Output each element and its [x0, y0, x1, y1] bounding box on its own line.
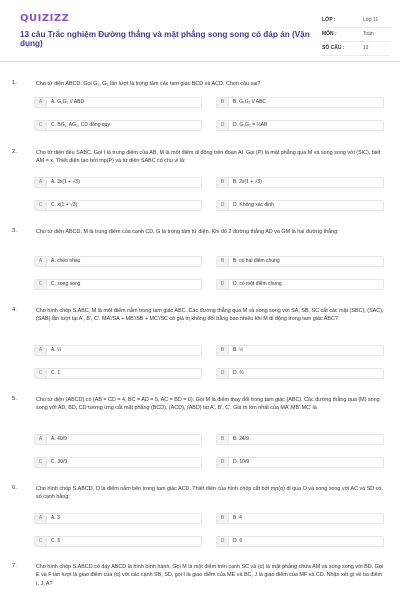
meta-row-subject — [322, 27, 390, 41]
option-text: A. 3 — [51, 515, 60, 521]
question-number: 7. — [12, 563, 17, 569]
option-d[interactable] — [216, 279, 384, 290]
option-letter: C — [35, 201, 47, 210]
document-title: 13 câu Trắc nghiệm Đường thẳng và mặt phẳng song song có đáp án (Vận dụng) — [20, 30, 310, 48]
option-letter: D — [217, 537, 229, 546]
document-header — [0, 0, 400, 62]
option-letter: A — [35, 514, 47, 523]
option-letter: B — [217, 435, 229, 444]
option-text: A. G₁G₂ // ABD — [51, 99, 85, 105]
option-b[interactable] — [216, 256, 384, 267]
option-a[interactable] — [34, 256, 202, 267]
option-letter: D — [217, 201, 229, 210]
option-letter: B — [217, 257, 229, 266]
option-text: C. song song — [51, 281, 81, 287]
option-text: D. 6 — [233, 538, 243, 544]
option-text: D. có một điểm chung — [233, 281, 282, 287]
option-text: A. 3x(1 + √3) — [51, 179, 80, 185]
option-letter: A — [35, 98, 47, 107]
option-text: D. 10/9 — [233, 459, 250, 465]
option-letter: D — [217, 458, 229, 467]
option-letter: B — [217, 98, 229, 107]
question-number: 6. — [12, 485, 17, 491]
meta-key: LỚP : — [322, 13, 357, 27]
question-number: 4. — [12, 307, 17, 313]
option-text: C. 30/9 — [51, 459, 68, 465]
meta-value: Lớp 11 — [357, 13, 390, 27]
option-letter: B — [217, 178, 229, 187]
option-text: D. ⅔ — [233, 370, 244, 376]
option-text: B. có hai điểm chung — [233, 258, 280, 264]
question-text: Cho tứ diện ABCD, M là trung điểm của cạnh CD, G là trọng tâm tứ diện. Khi đó 2 đường thẳng AD và GM là hai đường thẳng: — [36, 229, 339, 235]
option-letter: C — [35, 121, 47, 130]
option-letter: C — [35, 280, 47, 289]
question-number: 5. — [12, 396, 17, 402]
option-a[interactable] — [34, 513, 202, 524]
question-text: Cho tứ diện (ABCD) có (AB = CD = 4, BC = AD = 5, AC = BD = 6). Gọi M là điểm thay đổi trong tam giác (ABC). Các đường thẳng qua (M) song song với AD, BD, CD tương ứng cắt mặt phẳng (BCD), (ACD), (ABD) tại A', B', C'. Giá trị lớn nhất của MA'.MB'.MC' là — [36, 397, 380, 412]
option-letter: C — [35, 369, 47, 378]
meta-value: Toán — [357, 27, 390, 41]
option-d[interactable] — [216, 200, 384, 211]
option-a[interactable] — [34, 97, 202, 108]
option-text: C. x(1 + √3) — [51, 202, 78, 208]
question-number: 2. — [12, 149, 17, 155]
meta-value: 13 — [357, 41, 390, 55]
option-letter: A — [35, 257, 47, 266]
option-letter: B — [217, 514, 229, 523]
option-letter: A — [35, 435, 47, 444]
option-d[interactable] — [216, 536, 384, 547]
question-text: Cho tứ diện ABCD. Gọi G₁, G₂ lần lượt là trọng tâm các tam giác BCD và ACD. Chọn câu sai? — [36, 81, 261, 87]
question-text: Cho hình chóp S.ABCD có đáy ABCD là hình bình hành. Gọi M là một điểm trên cạnh SC và (α) là mặt phẳng chứa AM và song song với BD. Gọi E và F lần lượt là giao điểm của (α) với các cạnh SB, SD, gọi I là giao điểm của ME và BC, J là giao điểm của MF và CD. Nhận xét gì về ba điểm I, J, A? — [36, 564, 384, 587]
meta-row-count — [322, 41, 390, 55]
option-letter: D — [217, 280, 229, 289]
option-c[interactable] — [34, 279, 202, 290]
option-text: D. G₁G₂ = ⅔AB — [233, 122, 268, 128]
option-letter: B — [217, 346, 229, 355]
option-c[interactable] — [34, 457, 202, 468]
option-text: C. 1 — [51, 370, 61, 376]
meta-table — [322, 13, 390, 56]
option-a[interactable] — [34, 177, 202, 188]
option-text: B. 4 — [233, 515, 242, 521]
option-text: C. 5 — [51, 538, 61, 544]
option-c[interactable] — [34, 536, 202, 547]
option-text: B. 2x(1 + √3) — [233, 179, 262, 185]
option-b[interactable] — [216, 177, 384, 188]
option-d[interactable] — [216, 457, 384, 468]
option-text: A. chéo nhau — [51, 258, 81, 264]
option-b[interactable] — [216, 97, 384, 108]
option-letter: C — [35, 537, 47, 546]
question-text: Cho tứ diện đều SABC. Gọi I là trung điểm của AB, M là một điểm di động trên đoạn AI. Gọi (P) là mặt phẳng qua M và song song với (SIC), biết AM = x. Thiết diện tạo bởi mp(P) và tứ diện SABC có chu vi là: — [36, 150, 381, 165]
option-b[interactable] — [216, 434, 384, 445]
option-c[interactable] — [34, 368, 202, 379]
option-text: C. BG₁, AG₂, CD đồng quy — [51, 122, 110, 128]
option-text: D. Không xác định — [233, 202, 274, 208]
option-letter: A — [35, 178, 47, 187]
option-b[interactable] — [216, 345, 384, 356]
question-number: 3. — [12, 228, 17, 234]
option-d[interactable] — [216, 120, 384, 131]
option-letter: A — [35, 346, 47, 355]
option-text: A. ⅓ — [51, 347, 62, 353]
option-letter: D — [217, 369, 229, 378]
meta-row-class — [322, 13, 390, 27]
question-text: Cho hình chóp S.ABC, M là một điểm nằm trong tam giác ABC. Các đường thẳng qua M và song song với SA, SB, SC cắt các mặt (SBC), (SAC), (SAB) lần lượt tại A', B', C'. MA'/SA + MB'/SB + MC'/SC có giá trị không đổi bằng bao nhiêu khi M di động trong tam giác ABC? — [36, 308, 384, 323]
option-c[interactable] — [34, 120, 202, 131]
quizizz-logo[interactable]: QUIZIZZ — [20, 13, 70, 24]
meta-key: SỐ CÂU : — [322, 41, 357, 55]
option-a[interactable] — [34, 434, 202, 445]
question-number: 1. — [12, 80, 17, 86]
option-text: B. 24/9 — [233, 436, 249, 442]
meta-key: MÔN : — [322, 27, 357, 41]
option-text: B. ½ — [233, 347, 244, 353]
option-d[interactable] — [216, 368, 384, 379]
option-letter: D — [217, 121, 229, 130]
option-text: A. 40/9 — [51, 436, 67, 442]
option-b[interactable] — [216, 513, 384, 524]
option-c[interactable] — [34, 200, 202, 211]
option-letter: C — [35, 458, 47, 467]
question-text: Cho hình chóp S.ABCD, O là điểm nằm bên trong tam giác ACD. Thiết diện của hình chóp cắt bởi mp(α) đi qua O và song song với AC và SD có số cạnh bằng: — [36, 486, 382, 501]
option-text: B. G₁G₂ // ABC — [233, 99, 267, 105]
option-a[interactable] — [34, 345, 202, 356]
